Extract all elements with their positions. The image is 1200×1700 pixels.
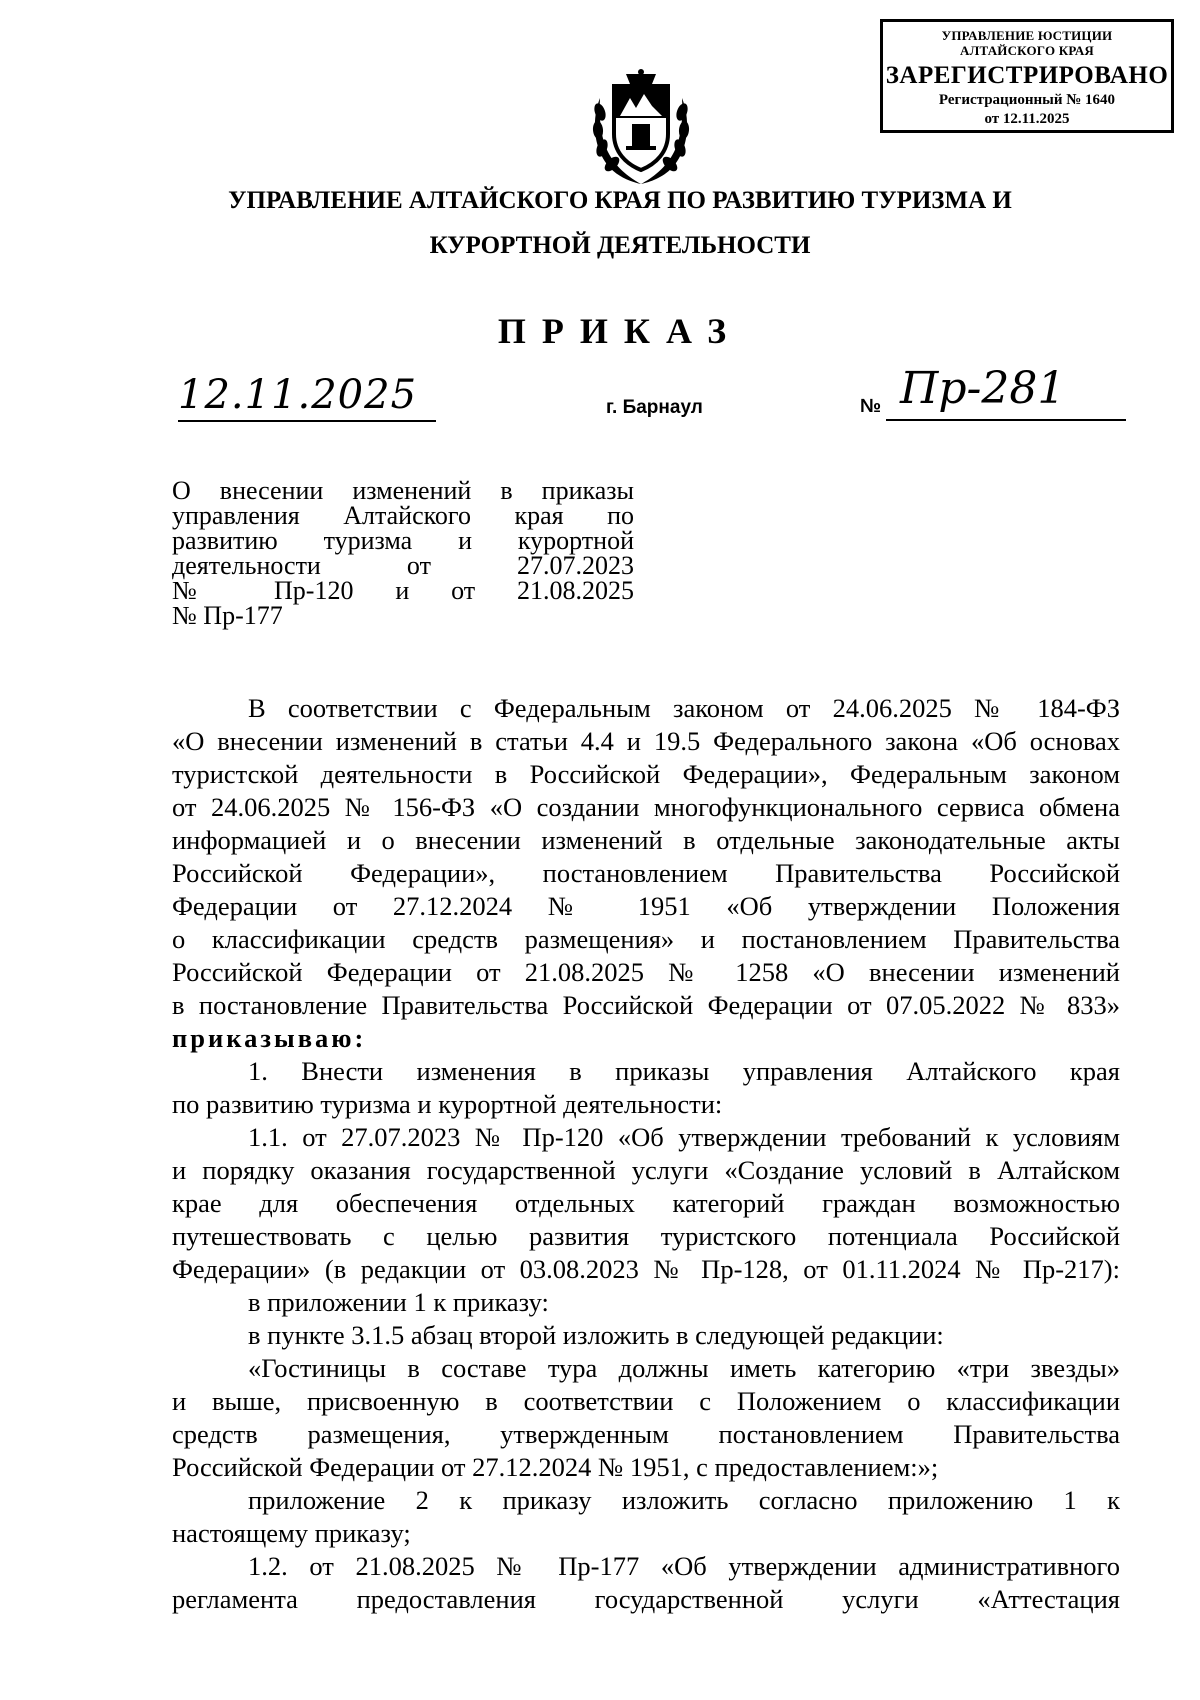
body-text-line: «Гостиницы в составе тура должны иметь категорию «три звезды» — [248, 1353, 1120, 1383]
body-text-line: Федерации» (в редакции от 03.08.2023 № Пр-128, от 01.11.2024 № Пр-217): — [172, 1254, 1120, 1284]
body-text-line: настоящему приказу; — [172, 1518, 411, 1548]
body-text-line: средств размещения, утвержденным постановлением Правительства — [172, 1419, 1120, 1449]
stamp-status: ЗАРЕГИСТРИРОВАНО — [885, 62, 1169, 89]
body-text-line: о классификации средств размещения» и постановлением Правительства — [172, 924, 1120, 954]
subject-line: развитию туризма и курортной — [172, 526, 634, 555]
stamp-reg-number: Регистрационный № 1640 — [938, 92, 1116, 108]
body-text-line: Российской Федерации от 21.08.2025 № 1258 «О внесении изменений — [172, 957, 1120, 987]
subject-line: № Пр-177 — [172, 601, 283, 630]
document-subject — [172, 478, 634, 628]
body-text-line: приказываю: — [172, 1023, 367, 1053]
body-text-line: крае для обеспечения отдельных категорий граждан возможностью — [172, 1188, 1120, 1218]
organization-title-line2: КУРОРТНОЙ ДЕЯТЕЛЬНОСТИ — [429, 232, 811, 259]
body-text-line: регламента предоставления государственной услуги «Аттестация — [172, 1584, 1120, 1614]
subject-line: деятельности от 27.07.2023 — [172, 551, 634, 580]
document-body — [172, 692, 1120, 1616]
organization-title-line1: УПРАВЛЕНИЕ АЛТАЙСКОГО КРАЯ ПО РАЗВИТИЮ ТУРИЗМА И — [228, 187, 1012, 214]
subject-line: управления Алтайского края по — [172, 501, 634, 530]
stamp-authority-line1: УПРАВЛЕНИЕ ЮСТИЦИИ — [941, 28, 1113, 43]
body-text-line: от 24.06.2025 № 156-ФЗ «О создании многофункционального сервиса обмена — [172, 792, 1120, 822]
body-text-line: в пункте 3.1.5 абзац второй изложить в следующей редакции: — [248, 1320, 944, 1350]
coat-of-arms-icon — [586, 68, 696, 186]
stamp-reg-date: от 12.11.2025 — [984, 111, 1070, 127]
registration-stamp — [880, 19, 1174, 133]
subject-line: № Пр-120 и от 21.08.2025 — [172, 576, 634, 605]
body-text-line: и порядку оказания государственной услуги «Создание условий в Алтайском — [172, 1155, 1120, 1185]
body-text-line: 1.2. от 21.08.2025 № Пр-177 «Об утверждении административного — [248, 1551, 1120, 1581]
body-text-line: В соответствии с Федеральным законом от 24.06.2025 № 184-ФЗ — [248, 693, 1120, 723]
number-sign: № — [860, 396, 882, 417]
body-text-line: Российской Федерации», постановлением Правительства Российской — [172, 858, 1120, 888]
body-text-line: по развитию туризма и курортной деятельности: — [172, 1089, 723, 1119]
body-text-line: и выше, присвоенную в соответствии с Положением о классификации — [172, 1386, 1120, 1416]
body-text-line: 1. Внести изменения в приказы управления Алтайского края — [248, 1056, 1120, 1086]
body-text-line: туристской деятельности в Российской Федерации», Федеральным законом — [172, 759, 1120, 789]
stamp-authority-line2: АЛТАЙСКОГО КРАЯ — [960, 43, 1094, 58]
subject-line: О внесении изменений в приказы — [172, 476, 634, 505]
body-text-line: путешествовать с целью развития туристского потенциала Российской — [172, 1221, 1120, 1251]
body-text-line: в приложении 1 к приказу: — [248, 1287, 549, 1317]
date-underline — [178, 420, 436, 422]
body-text-line: «О внесении изменений в статьи 4.4 и 19.5 Федерального закона «Об основах — [172, 726, 1120, 756]
handwritten-date: 12.11.2025 — [178, 372, 418, 418]
body-text-line: Российской Федерации от 27.12.2024 № 1951, с предоставлением:»; — [172, 1452, 939, 1482]
document-type: ПРИКАЗ — [497, 311, 743, 351]
body-text-line: информацией и о внесении изменений в отдельные законодательные акты — [172, 825, 1120, 855]
city: г. Барнаул — [606, 397, 703, 418]
body-text-line: в постановление Правительства Российской Федерации от 07.05.2022 № 833» — [172, 990, 1120, 1020]
body-text-line: 1.1. от 27.07.2023 № Пр-120 «Об утверждении требований к условиям — [248, 1122, 1120, 1152]
body-text-line: Федерации от 27.12.2024 № 1951 «Об утверждении Положения — [172, 891, 1120, 921]
body-text-line: приложение 2 к приказу изложить согласно приложению 1 к — [248, 1485, 1120, 1515]
organization-title — [170, 178, 1070, 268]
number-underline — [886, 419, 1126, 421]
handwritten-order-number: Пр-281 — [900, 363, 1066, 414]
